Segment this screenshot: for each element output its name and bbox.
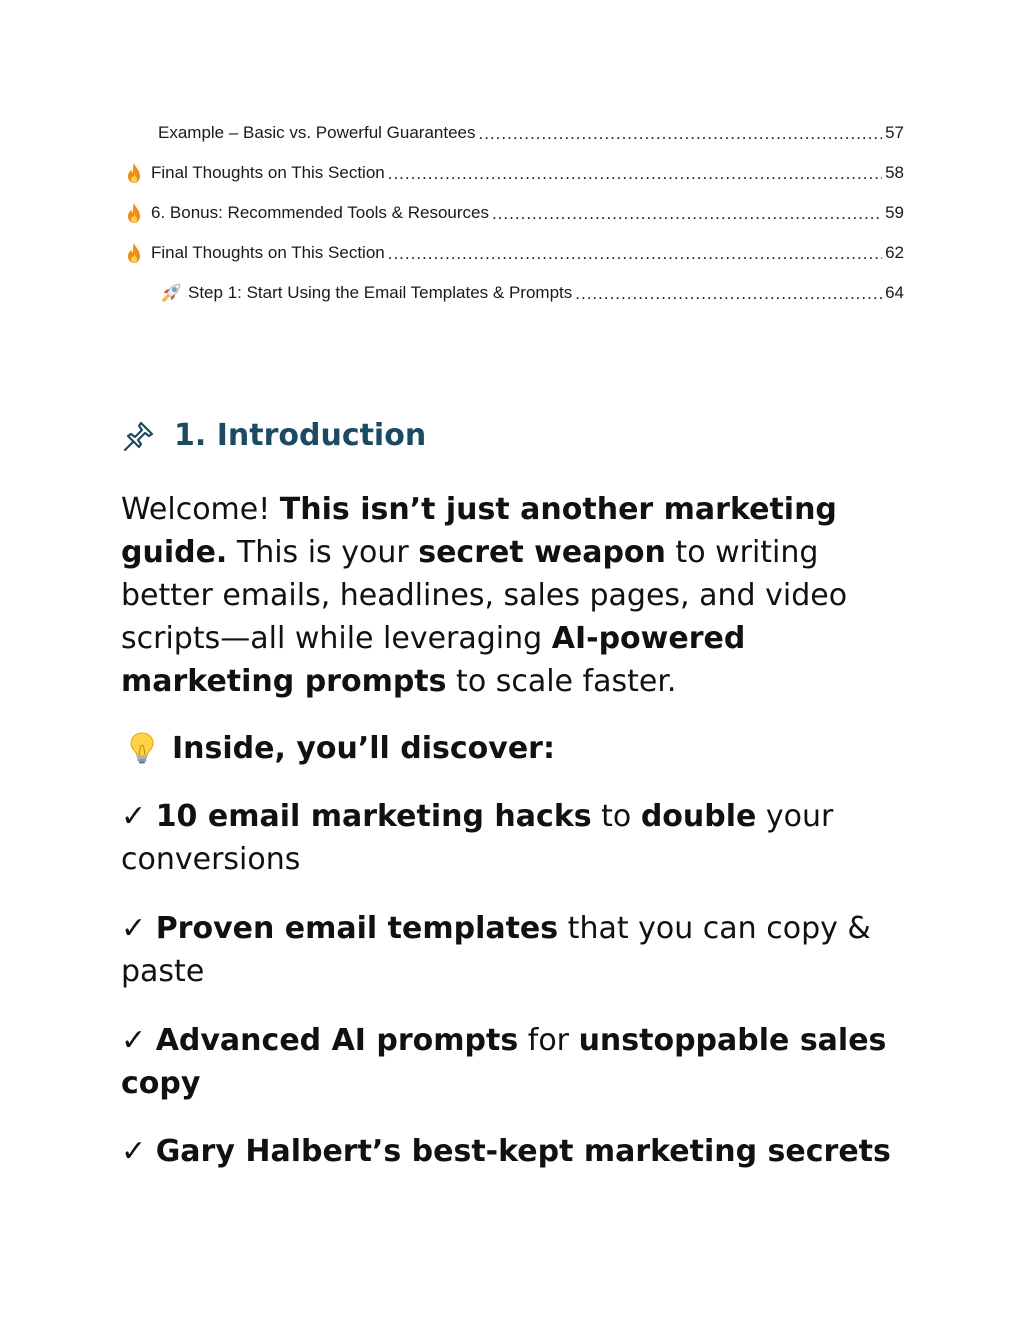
- toc-entry[interactable]: [158, 118, 904, 148]
- item-bold-text: Gary Halbert’s best-kept marketing secrets: [155, 1134, 891, 1169]
- item-text: for: [518, 1023, 579, 1058]
- fire-icon: [125, 202, 151, 224]
- toc-leader-dots: [388, 164, 882, 184]
- rocket-icon: [160, 282, 188, 304]
- toc-entry-title: Final Thoughts on This Section: [151, 243, 385, 262]
- toc-page-number: 62: [885, 243, 904, 262]
- intro-bold-text: This isn’t just another marketing guide.: [121, 492, 837, 570]
- intro-text: to scale faster.: [446, 664, 677, 699]
- checkmark-icon: ✓: [121, 1134, 156, 1169]
- intro-text: to writing better emails, headlines, sales pages, and video scripts—all while leveraging: [121, 535, 848, 656]
- section-heading: [122, 412, 426, 458]
- checklist-item: [121, 1130, 911, 1173]
- toc-entry[interactable]: [125, 198, 904, 228]
- checkmark-icon: ✓: [121, 911, 156, 946]
- intro-bold-text: secret weapon: [418, 535, 666, 570]
- checklist-item: [121, 1019, 911, 1105]
- toc-entry-title: Final Thoughts on This Section: [151, 163, 385, 182]
- toc-entry-title: Example – Basic vs. Powerful Guarantees: [158, 123, 476, 142]
- toc-page-number: 59: [885, 203, 904, 222]
- toc-entry-title: 6. Bonus: Recommended Tools & Resources: [151, 203, 489, 222]
- fire-icon: [125, 162, 151, 184]
- item-bold-text: double: [640, 799, 757, 834]
- checklist-item: [121, 907, 911, 993]
- toc-leader-dots: [492, 204, 882, 224]
- discover-label: Inside, you’ll discover:: [172, 730, 555, 766]
- pushpin-icon: [122, 417, 158, 453]
- toc-page-number: 57: [885, 123, 904, 142]
- toc-entry[interactable]: [125, 158, 904, 188]
- checkmark-icon: ✓: [121, 1023, 156, 1058]
- toc-entry[interactable]: [125, 238, 904, 268]
- intro-text: Welcome!: [121, 492, 280, 527]
- toc-entry[interactable]: [160, 278, 904, 308]
- item-text: that you can copy & paste: [121, 911, 871, 989]
- toc-entry-title: Step 1: Start Using the Email Templates & Prompts: [188, 283, 573, 302]
- item-bold-text: Proven email templates: [155, 911, 559, 946]
- intro-paragraph: [121, 488, 911, 703]
- item-bold-text: 10 email marketing hacks: [155, 799, 592, 834]
- toc-leader-dots: [478, 124, 882, 144]
- item-bold-text: Advanced AI prompts: [155, 1023, 519, 1058]
- intro-text: This is your: [227, 535, 419, 570]
- fire-icon: [125, 242, 151, 264]
- checkmark-icon: ✓: [121, 799, 156, 834]
- item-text: your conversions: [121, 799, 834, 877]
- toc-page-number: 64: [885, 283, 904, 302]
- intro-bold-text: AI-powered marketing prompts: [121, 621, 746, 699]
- checklist-item: [121, 795, 911, 881]
- discover-heading: [128, 726, 555, 770]
- toc-leader-dots: [388, 244, 882, 264]
- item-bold-text: unstoppable sales copy: [121, 1023, 887, 1101]
- toc-leader-dots: [575, 284, 882, 304]
- section-title: 1. Introduction: [174, 417, 427, 453]
- item-text: to: [591, 799, 641, 834]
- lightbulb-icon: [128, 731, 156, 765]
- toc-page-number: 58: [885, 163, 904, 182]
